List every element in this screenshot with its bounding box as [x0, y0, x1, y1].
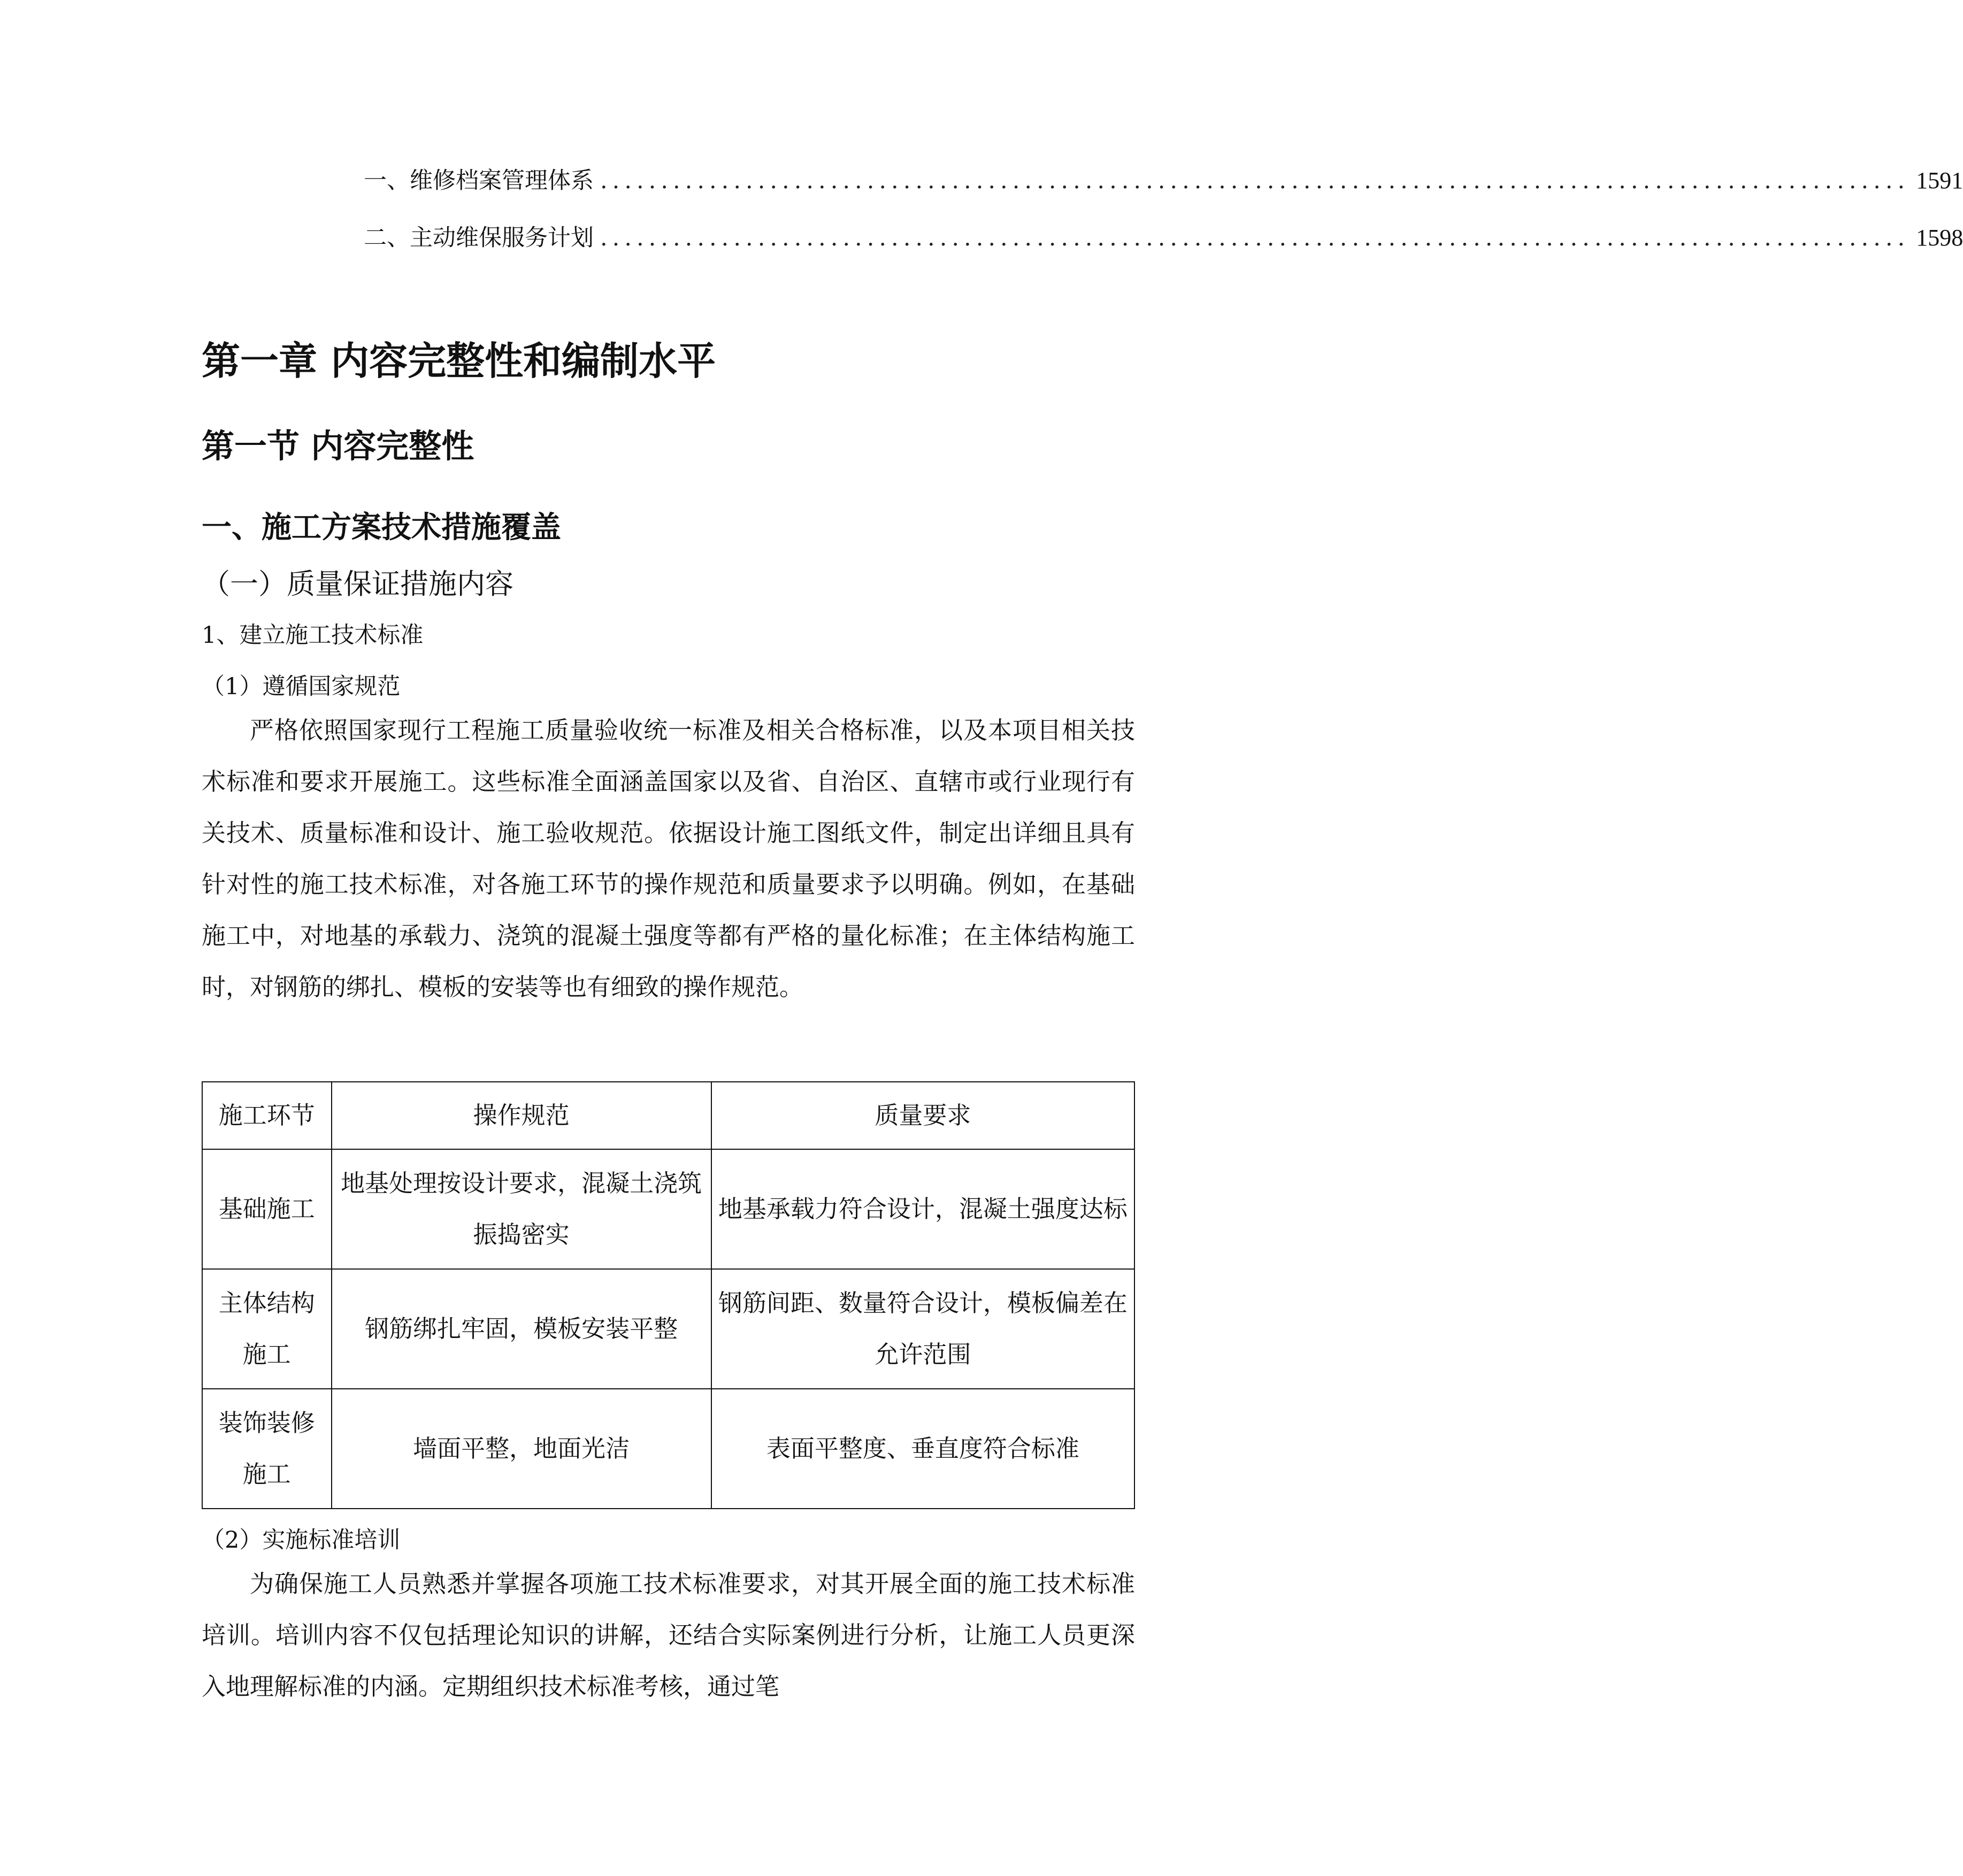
- table-cell: 基础施工: [202, 1149, 332, 1269]
- table-header-cell: 操作规范: [332, 1082, 711, 1149]
- table-header-row: [202, 1082, 1134, 1149]
- item-heading-standards: 1、建立施工技术标准: [202, 622, 424, 649]
- item-heading-national-codes: （1）遵循国家规范: [202, 673, 401, 700]
- toc-entry-page: 1591: [1916, 167, 1963, 194]
- table-cell: 钢筋间距、数量符合设计，模板偏差在允许范围: [711, 1269, 1134, 1389]
- toc-leader-dots: ............................................................................................................: [600, 225, 1910, 251]
- toc-entry-2[interactable]: [364, 221, 1963, 255]
- table-header-cell: 质量要求: [711, 1082, 1134, 1149]
- section-title: 第一节 内容完整性: [202, 427, 474, 465]
- body-paragraph-2: 为确保施工人员熟悉并掌握各项施工技术标准要求，对其开展全面的施工技术标准培训。培训内容不仅包括理论知识的讲解，还结合实际案例进行分析，让施工人员更深入地理解标准的内涵。定期组织技术标准考核，通过笔: [202, 1570, 1135, 1701]
- table-cell: 装饰装修施工: [202, 1389, 332, 1509]
- toc-entry-number: 一、: [364, 167, 410, 194]
- table-row: [202, 1389, 1134, 1509]
- table-cell: 地基承载力符合设计，混凝土强度达标: [711, 1149, 1134, 1269]
- table-cell: 地基处理按设计要求，混凝土浇筑振捣密实: [332, 1149, 711, 1269]
- toc-entry-1[interactable]: [364, 164, 1963, 198]
- table-row: [202, 1269, 1134, 1389]
- table-cell: 主体结构施工: [202, 1269, 332, 1389]
- item-heading-training: （2）实施标准培训: [202, 1527, 401, 1554]
- table-row: [202, 1149, 1134, 1269]
- table-cell: 墙面平整，地面光洁: [332, 1389, 711, 1509]
- subsection-title: 一、施工方案技术措施覆盖: [202, 510, 561, 545]
- sub-subsection-title: （一）质量保证措施内容: [202, 568, 513, 601]
- toc-entry-number: 二、: [364, 225, 410, 251]
- table-cell: 钢筋绑扎牢固，模板安装平整: [332, 1269, 711, 1389]
- toc-entry-page: 1598: [1916, 225, 1963, 251]
- table-cell: 表面平整度、垂直度符合标准: [711, 1389, 1134, 1509]
- construction-standards-table: [202, 1081, 1135, 1509]
- toc-entry-title: 维修档案管理体系: [410, 167, 594, 194]
- toc-entry-title: 主动维保服务计划: [410, 225, 594, 251]
- body-paragraph-1: 严格依照国家现行工程施工质量验收统一标准及相关合格标准，以及本项目相关技术标准和要求开展施工。这些标准全面涵盖国家以及省、自治区、直辖市或行业现行有关技术、质量标准和设计、施工验收规范。依据设计施工图纸文件，制定出详细且具有针对性的施工技术标准，对各施工环节的操作规范和质量要求予以明确。例如，在基础施工中，对地基的承载力、浇筑的混凝土强度等都有严格的量化标准；在主体结构施工时，对钢筋的绑扎、模板的安装等也有细致的操作规范。: [202, 716, 1135, 1001]
- table-header-cell: 施工环节: [202, 1082, 332, 1149]
- toc-leader-dots: ............................................................................................................: [600, 167, 1910, 194]
- chapter-title: 第一章 内容完整性和编制水平: [202, 339, 716, 383]
